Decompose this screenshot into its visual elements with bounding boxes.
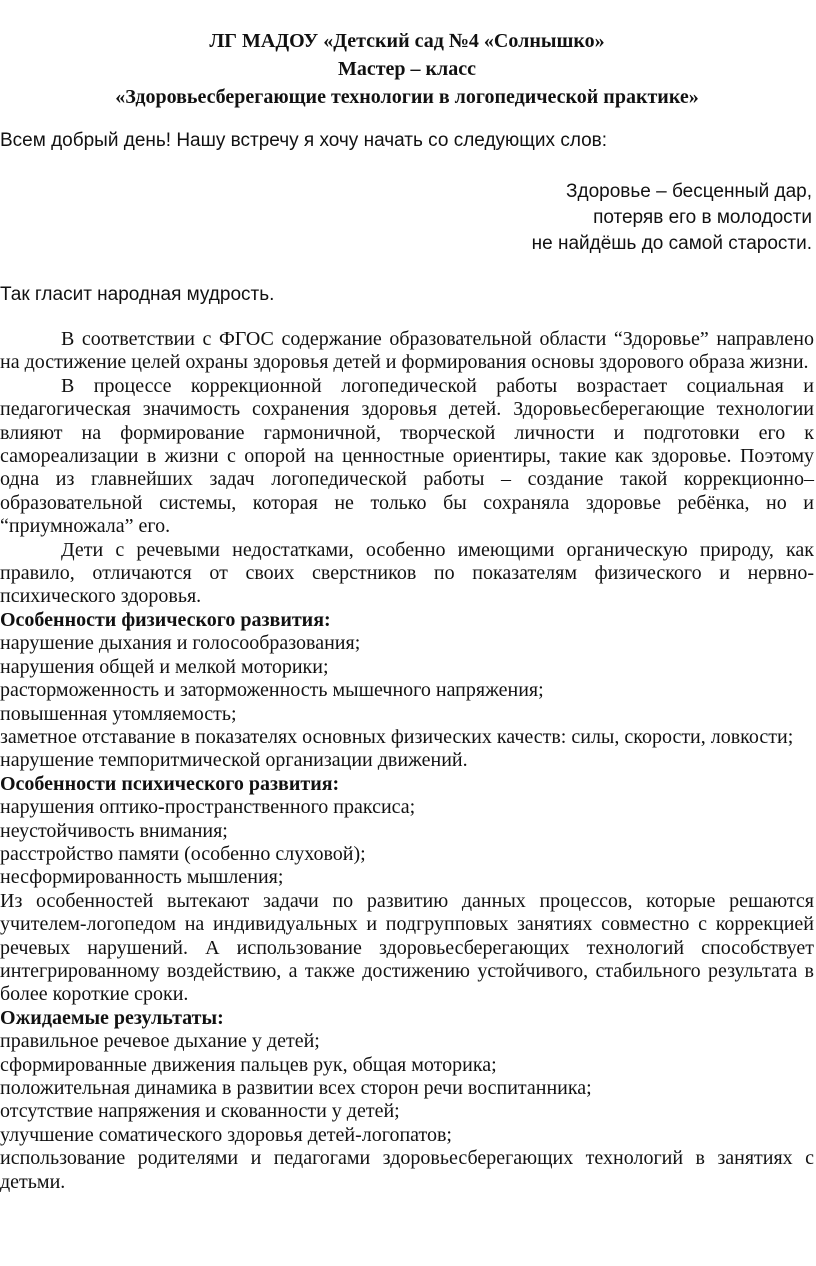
- body-paragraph: В процессе коррекционной логопедической работы возрастает социальная и педагогическая значимость сохранения здоровья детей. Здоровьесберегающие технологии влияют на формирование гармоничной, творческой личности и подготовки его к самореализации в жизни с опорой на ценностные ориентиры, такие как здоровье. Поэтому одна из главнейших задач логопедической работы – создание такой коррекционно–образовательной системы, которая не только бы сохраняла здоровье ребёнка, но и “приумножала” его.: [0, 374, 814, 538]
- organization-title: ЛГ МАДОУ «Детский сад №4 «Солнышко»: [209, 30, 605, 52]
- poem-line: потеряв его в молодости: [593, 207, 812, 228]
- body-paragraph: В соответствии с ФГОС содержание образовательной области “Здоровье” направлено на достижение целей охраны здоровья детей и формирования основы здорового образа жизни.: [0, 328, 814, 374]
- list-item: отсутствие напряжения и скованности у детей;: [0, 1100, 400, 1123]
- list-item: расстройство памяти (особенно слуховой);: [0, 842, 366, 865]
- saying-text: Так гласит народная мудрость.: [0, 284, 275, 305]
- list-item: нарушение темпоритмической организации движений.: [0, 749, 468, 772]
- list-item: сформированные движения пальцев рук, общая моторика;: [0, 1053, 497, 1076]
- section-heading-physical: Особенности физического развития:: [0, 608, 331, 631]
- list-item: нарушения оптико-пространственного праксиса;: [0, 796, 416, 819]
- section-heading-results: Ожидаемые результаты:: [0, 1006, 224, 1029]
- document-header: [0, 27, 814, 111]
- list-item: нарушение дыхания и голосообразования;: [0, 632, 361, 655]
- list-item: использование родителями и педагогами здоровьесберегающих технологий в занятиях с детьми.: [0, 1147, 814, 1193]
- list-item: улучшение соматического здоровья детей-логопатов;: [0, 1123, 452, 1146]
- topic-title: «Здоровьесберегающие технологии в логопедической практике»: [115, 86, 699, 108]
- expected-results-list: [0, 1030, 814, 1194]
- section-heading-mental: Особенности психического развития:: [0, 772, 340, 795]
- tasks-paragraph: Из особенностей вытекают задачи по развитию данных процессов, которые решаются учителем-логопедом на индивидуальных и подгрупповых занятиях совместно с коррекцией речевых нарушений. А использование здоровьесберегающих технологий способствует интегрированному воздействию, а также достижению устойчивого, стабильного результата в более короткие сроки.: [0, 889, 814, 1006]
- physical-features-list: [0, 632, 814, 772]
- event-type-title: Мастер – класс: [337, 58, 477, 80]
- list-item: правильное речевое дыхание у детей;: [0, 1030, 320, 1053]
- list-item: заметное отставание в показателях основных физических качеств: силы, скорости, ловкости;: [0, 725, 794, 748]
- poem-block: [0, 179, 814, 257]
- list-item: несформированность мышления;: [0, 866, 284, 889]
- greeting-text: Всем добрый день! Нашу встречу я хочу начать со следующих слов:: [0, 130, 608, 151]
- poem-line: не найдёшь до самой старости.: [531, 233, 812, 254]
- list-item: положительная динамика в развитии всех сторон речи воспитанника;: [0, 1077, 592, 1099]
- list-item: расторможенность и заторможенность мышечного напряжения;: [0, 679, 544, 702]
- list-item: повышенная утомляемость;: [0, 702, 237, 725]
- list-item: неустойчивость внимания;: [0, 819, 228, 842]
- body-paragraph: Дети с речевыми недостатками, особенно имеющими органическую природу, как правило, отличаются от своих сверстников по показателям физического и нервно-психического здоровья.: [0, 538, 814, 608]
- list-item: нарушения общей и мелкой моторики;: [0, 655, 329, 678]
- mental-features-list: [0, 796, 814, 890]
- poem-line: Здоровье – бесценный дар,: [566, 181, 812, 202]
